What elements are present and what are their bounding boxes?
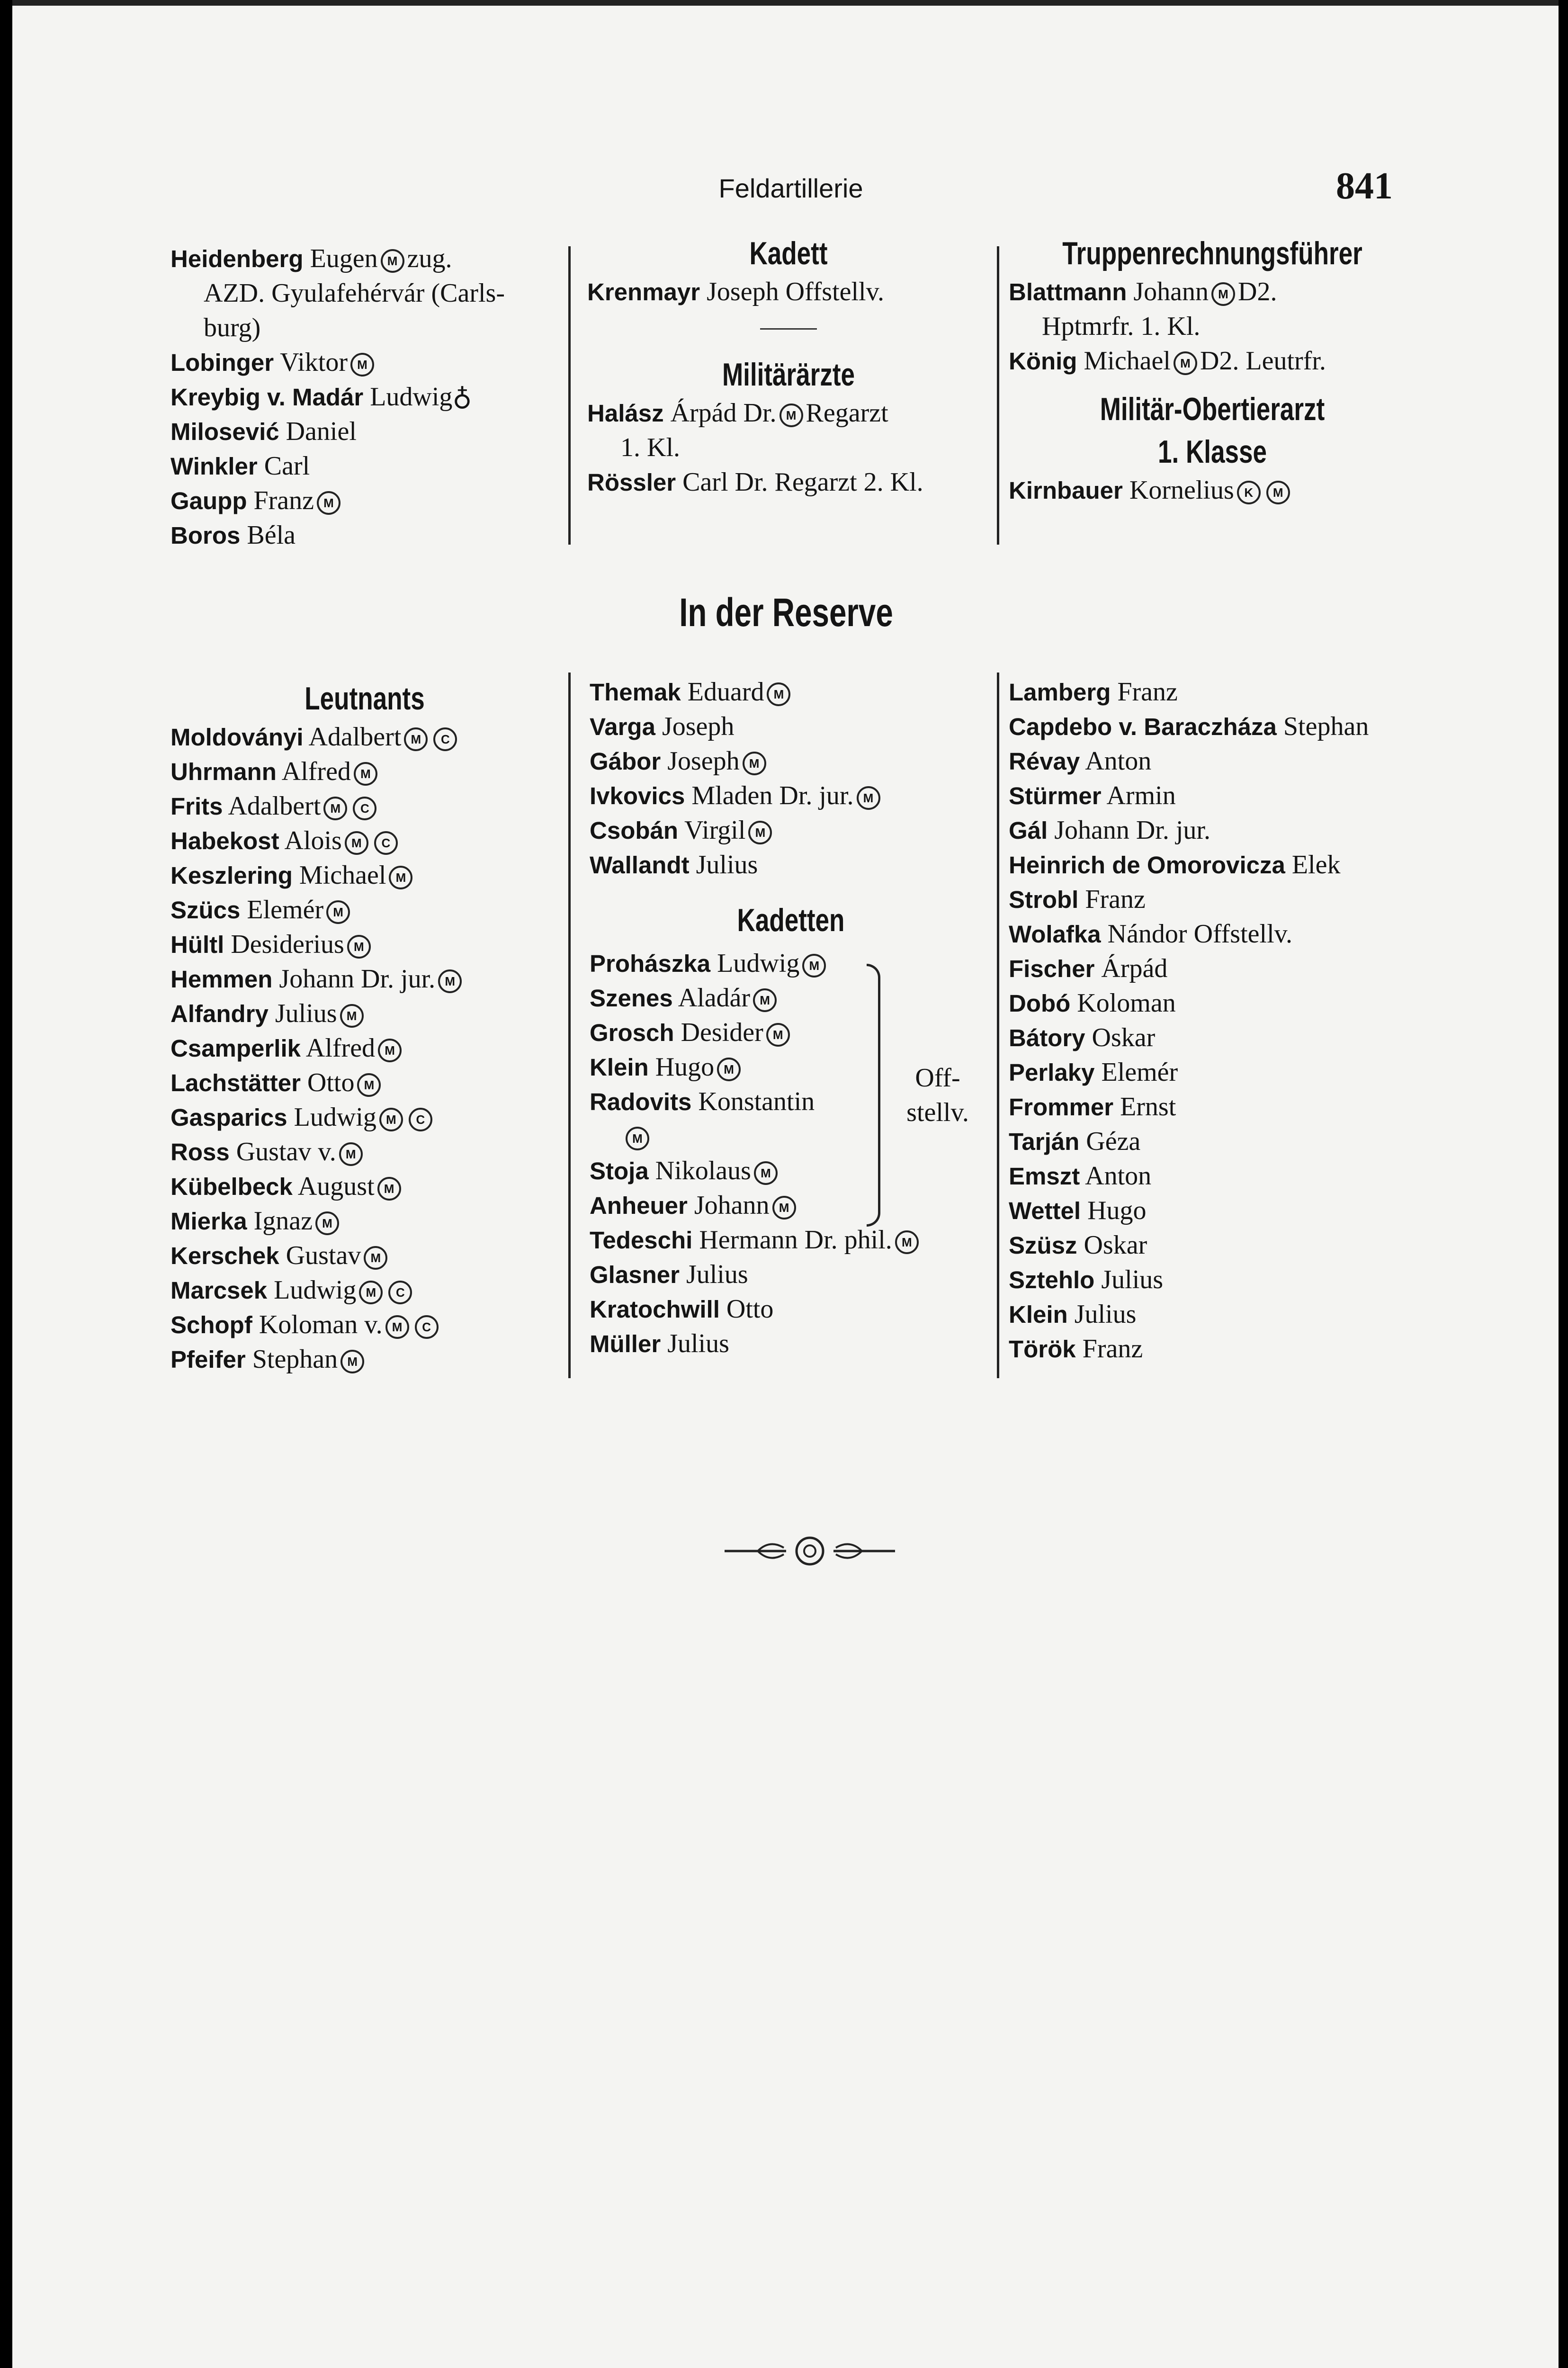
roster-entry [587,396,990,431]
surname: Frits [170,793,223,820]
given-name: 1. Kl. [620,433,680,462]
roster-entry [170,380,559,414]
decoration-m-icon: M [323,797,347,820]
roster-entry [1009,1090,1435,1124]
entry-suffix: D2. Leutrfr. [1200,346,1326,376]
given-name: Michael [299,861,386,890]
surname: Mierka [170,1208,247,1235]
given-name: Viktor [280,348,348,377]
roster-entry [590,981,992,1015]
surname: Moldoványi [170,724,304,751]
section-heading-reserve: In der Reserve [679,590,893,635]
column-rule-top-2 [997,246,999,545]
surname: Tedeschi [590,1227,693,1254]
decoration-c-icon: C [353,797,376,820]
given-name: Gustav v. [236,1137,336,1166]
roster-entry [1009,1055,1435,1090]
surname: Hültl [170,931,224,958]
decoration-m-icon: M [357,1073,381,1097]
surname: Milosević [170,418,279,445]
surname: Hemmen [170,966,273,993]
surname: Heinrich de Omorovicza [1009,852,1285,879]
roster-entry [1009,309,1416,344]
decoration-c-icon: C [433,727,457,751]
surname: Kerschek [170,1242,279,1269]
offstellv-label: Off- stellv. [906,1063,969,1127]
roster-entry [590,779,992,813]
surname: Lachstätter [170,1069,301,1096]
surname: Prohászka [590,950,711,977]
roster-entry [1009,1124,1435,1159]
decoration-m-icon: M [753,988,777,1012]
entry-list [1009,675,1435,1366]
roster-entry [170,311,559,345]
surname: Dobó [1009,990,1071,1017]
roster-entry [170,414,559,449]
given-name: Oskar [1084,1230,1147,1260]
roster-entry [170,858,559,893]
roster-entry [590,946,992,981]
decoration-c-icon: C [409,1108,432,1131]
surname: Habekost [170,827,279,854]
surname: Stoja [590,1157,649,1184]
decoration-m-icon: M [354,762,377,786]
surname: Gábor [590,748,661,775]
roster-entry [1009,1159,1435,1193]
section-heading-leutnants: Leutnants [305,681,425,717]
surname: Török [1009,1336,1076,1363]
surname: Kratochwill [590,1296,720,1323]
roster-entry [170,962,559,996]
given-name: Johann [1133,277,1209,306]
surname: Csamperlik [170,1035,301,1062]
column-1-top [170,242,559,553]
decoration-c-icon: C [415,1315,439,1339]
given-name: August [297,1172,375,1201]
decoration-m-icon: M [340,1350,364,1373]
decoration-k-icon: K [1237,481,1261,504]
roster-entry [170,1308,559,1342]
given-name: Árpád Dr. [670,398,777,428]
surname: Csobán [590,817,679,844]
given-name: Virgil [684,816,746,845]
decoration-m-icon: M [350,353,374,377]
given-name: Elemér [1101,1058,1178,1087]
roster-entry [1009,1021,1435,1055]
given-name: Julius [696,850,758,879]
roster-entry [1009,709,1435,744]
given-name: Oskar [1092,1023,1156,1052]
decoration-m-icon: M [340,1004,364,1028]
roster-entry [1009,275,1416,309]
decoration-m-icon: M [364,1246,387,1270]
surname: Blattmann [1009,278,1127,305]
given-name: Johann [694,1191,770,1220]
given-name: Ludwig [274,1275,357,1305]
surname: Varga [590,713,655,740]
surname: Lobinger [170,349,274,376]
surname: Heidenberg [170,245,304,272]
given-name: Johann Dr. jur. [279,964,436,994]
roster-entry [590,813,992,848]
given-name: Carl Dr. Regarzt 2. Kl. [682,467,923,497]
decoration-c-icon: C [388,1281,412,1304]
running-title: Feldartillerie [718,173,863,203]
given-name: Julius [1101,1265,1164,1294]
given-name: Franz [1085,885,1146,914]
given-name: Daniel [286,417,357,446]
entry-list [1009,473,1416,508]
roster-entry [1009,779,1435,813]
given-name: Julius [667,1329,729,1358]
roster-entry [170,449,559,484]
given-name: Michael [1084,346,1171,376]
given-name: Eduard [687,677,764,707]
surname: Grosch [590,1019,674,1046]
given-name: Hermann Dr. phil. [699,1225,892,1255]
entry-list [590,946,992,1361]
surname: Révay [1009,748,1080,775]
roster-entry [1009,813,1435,848]
roster-entry [170,1273,559,1308]
roster-entry [170,996,559,1031]
given-name: Armin [1106,781,1176,810]
surname: Ross [170,1139,230,1166]
roster-entry [170,1100,559,1135]
given-name: Stephan [252,1345,338,1374]
decoration-m-icon: M [1266,481,1290,504]
roster-entry [1009,1193,1435,1228]
roster-entry [590,1257,992,1292]
roster-entry [587,431,990,465]
decoration-m-icon: M [315,1211,339,1235]
surname: Alfandry [170,1000,269,1027]
surname: Szücs [170,897,241,924]
given-name: Béla [247,520,296,550]
given-name: Carl [264,451,310,481]
column-rule-top-1 [568,246,571,545]
roster-entry [590,1154,992,1188]
roster-entry [170,345,559,380]
given-name: Hptmrfr. 1. Kl. [1042,312,1201,341]
decoration-m-icon: M [438,969,462,993]
given-name: Desiderius [231,930,344,959]
surname: Marcsek [170,1277,268,1304]
column-2-bottom [590,675,992,1361]
given-name: Julius [1074,1300,1137,1329]
roster-entry [170,1066,559,1100]
given-name: Koloman [1077,988,1176,1018]
decoration-m-icon: M [743,752,766,775]
section-heading-truppenrechnungsfuehrer: Truppenrechnungsführer [1062,235,1362,271]
offstellv-brace [867,964,880,1227]
roster-entry [590,675,992,709]
entry-suffix: zug. [407,244,452,273]
decoration-m-icon: M [754,1161,778,1185]
surname: Perlaky [1009,1059,1095,1086]
scan-edge-top [0,0,1568,6]
decoration-m-icon: M [379,1108,403,1131]
decoration-m-icon: M [385,1315,409,1339]
roster-entry [170,1204,559,1238]
decoration-m-icon: M [766,1023,790,1047]
entry-list [170,242,559,553]
decoration-m-icon: M [1211,282,1235,306]
given-name: Hugo [1087,1196,1147,1225]
given-name: Ernst [1120,1092,1176,1121]
surname: Bátory [1009,1024,1085,1051]
decoration-m-icon: M [1174,351,1197,375]
surname: Wettel [1009,1197,1081,1224]
given-name: Elemér [247,895,324,924]
surname: Winkler [170,453,258,480]
surname: Kreybig v. Madár [170,384,364,411]
roster-entry [170,1135,559,1169]
decoration-m-icon: M [347,935,371,959]
given-name: Ludwig [717,949,800,978]
roster-entry [1009,1297,1435,1332]
given-name: Desider [681,1018,763,1047]
decoration-c-icon: C [374,831,398,855]
roster-entry [590,1292,992,1327]
surname: Klein [1009,1301,1068,1328]
given-name: Elek [1291,850,1341,879]
given-name: Hugo [655,1052,715,1082]
entry-list [590,675,992,882]
given-name: Kornelius [1129,475,1234,505]
given-name: Anton [1085,746,1152,776]
decoration-m-icon: M [748,821,772,844]
given-name: Aladár [678,983,751,1013]
surname: Keszlering [170,862,293,889]
given-name: Nándor Offstellv. [1107,919,1292,949]
surname: Lamberg [1009,679,1111,706]
roster-entry [590,709,992,744]
given-name: Ludwig [370,382,453,412]
decoration-m-icon: M [389,866,412,889]
surname: Klein [590,1054,649,1081]
given-name: Joseph [667,746,740,776]
decoration-m-icon: M [857,786,880,810]
decoration-m-icon: M [339,1142,363,1166]
surname: Capdebo v. Baraczháza [1009,713,1277,740]
roster-entry [170,893,559,927]
roster-entry [590,1188,992,1223]
given-name: Nikolaus [655,1156,751,1185]
given-name: Géza [1086,1127,1141,1156]
given-name: burg) [204,313,261,342]
section-heading-militaeraerzte: Militärärzte [722,357,855,393]
roster-entry [1009,1263,1435,1297]
surname: König [1009,348,1077,375]
roster-entry [590,744,992,779]
decoration-m-icon: M [317,491,340,515]
surname: Themak [590,679,681,706]
decoration-m-icon: M [802,954,826,978]
roster-entry [170,1342,559,1377]
column-2-top [587,232,990,500]
given-name: Ludwig [294,1103,376,1132]
roster-entry [170,484,559,518]
given-name: Árpád [1101,954,1168,983]
section-heading-kadetten: Kadetten [737,902,845,938]
surname: Müller [590,1330,661,1357]
given-name: Joseph Offstellv. [707,277,884,306]
surname: Frommer [1009,1094,1114,1121]
surname: Szüsz [1009,1232,1077,1259]
roster-entry [170,276,559,311]
roster-entry [170,789,559,824]
surname: Radovits [590,1088,692,1115]
given-name: Koloman v. [259,1310,383,1339]
entry-suffix: ♁ [452,382,472,412]
given-name: Otto [726,1294,774,1324]
given-name: Anton [1085,1161,1152,1191]
given-name: Stephan [1283,712,1369,741]
decoration-m-icon: M [780,404,803,427]
roster-entry [1009,1332,1435,1366]
column-rule-bottom-2 [997,673,999,1378]
decoration-m-icon: M [345,831,368,855]
section-heading-kadett: Kadett [749,235,828,271]
section-divider [760,328,817,330]
entry-list [170,720,559,1377]
roster-entry [1009,344,1416,378]
surname: Sztehlo [1009,1266,1095,1293]
surname: Pfeifer [170,1346,246,1373]
surname: Krenmayr [587,278,700,305]
given-name: Franz [1082,1334,1143,1363]
entry-suffix: D2. [1238,277,1277,306]
decoration-m-icon: M [326,900,350,924]
given-name: Julius [275,999,337,1028]
roster-entry [170,242,559,276]
given-name: Alfred [281,757,351,786]
surname: Gál [1009,817,1048,844]
roster-entry [170,720,559,754]
roster-entry [590,1223,992,1257]
given-name: Julius [686,1260,748,1289]
decoration-m-icon: M [767,682,790,706]
roster-entry [1009,986,1435,1021]
roster-entry [170,518,559,553]
surname: Emszt [1009,1163,1080,1190]
roster-entry [590,848,992,882]
given-name: Franz [1117,677,1178,707]
roster-entry [170,754,559,789]
roster-entry [1009,917,1435,951]
given-name: Adalbert [228,791,321,821]
decoration-m-icon: M [378,1039,402,1062]
surname: Szenes [590,985,673,1012]
roster-entry [170,824,559,858]
scan-edge-left [0,0,12,2368]
surname: Wolafka [1009,921,1101,948]
roster-entry [170,927,559,962]
given-name: AZD. Gyulafehérvár (Carls- [204,278,505,308]
surname: Wallandt [590,852,690,879]
surname: Stürmer [1009,782,1102,809]
roster-entry [170,1169,559,1204]
surname: Strobl [1009,886,1079,913]
surname: Glasner [590,1261,680,1288]
decoration-m-icon: M [359,1281,383,1304]
surname: Kirnbauer [1009,477,1123,504]
given-name: Alfred [305,1033,376,1063]
given-name: Gustav [286,1241,361,1270]
decoration-m-icon: M [895,1230,919,1254]
entry-list [1009,275,1416,378]
roster-entry [1009,473,1416,508]
surname: Fischer [1009,955,1095,982]
surname: Halász [587,400,664,427]
decoration-m-icon: M [377,1177,401,1201]
section-heading-obertierarzt: Militär-Obertierarzt [1100,391,1325,427]
roster-entry [590,1327,992,1361]
surname: Uhrmann [170,758,277,785]
surname: Anheuer [590,1192,688,1219]
column-1-bottom [170,677,559,1377]
roster-entry [587,275,990,309]
given-name: Franz [253,486,314,515]
surname: Gasparics [170,1104,287,1131]
given-name: Eugen [310,244,378,273]
scan-edge-right [1559,0,1568,2368]
surname: Boros [170,522,241,549]
roster-entry [1009,951,1435,986]
given-name: Johann Dr. jur. [1054,816,1210,845]
section-heading-klasse: 1. Klasse [1157,434,1267,470]
given-name: Mladen Dr. jur. [691,781,854,810]
roster-entry [1009,848,1435,882]
column-3-top [1009,232,1416,508]
entry-suffix: Regarzt [806,398,888,428]
given-name: Otto [307,1068,355,1097]
surname: Tarján [1009,1128,1080,1155]
surname: Rössler [587,469,676,496]
page-number: 841 [1336,165,1393,207]
given-name: Joseph [662,712,735,741]
given-name: Konstantin [698,1087,815,1116]
given-name: Alois [284,826,342,855]
roster-entry [590,1015,992,1050]
decoration-m-icon: M [717,1058,741,1081]
decoration-m-icon: M [404,727,428,751]
roster-entry [1009,744,1435,779]
roster-entry [1009,882,1435,917]
decoration-m-icon: M [772,1196,796,1220]
given-name: Adalbert [308,722,402,752]
roster-entry [1009,1228,1435,1263]
entry-list [587,275,990,309]
roster-entry [170,1238,559,1273]
surname: Kübelbeck [170,1173,293,1200]
surname: Ivkovics [590,782,685,809]
decoration-m-icon: M [626,1127,649,1150]
entry-list [587,396,990,500]
roster-entry [170,1031,559,1066]
given-name: Ignaz [253,1206,313,1236]
surname: Gaupp [170,487,247,514]
column-rule-bottom-1 [568,673,571,1378]
column-3-bottom [1009,675,1435,1366]
roster-entry [587,465,990,500]
surname: Schopf [170,1311,252,1338]
ornament-divider-icon [725,1530,895,1572]
roster-entry [1009,675,1435,709]
decoration-m-icon: M [381,249,404,273]
